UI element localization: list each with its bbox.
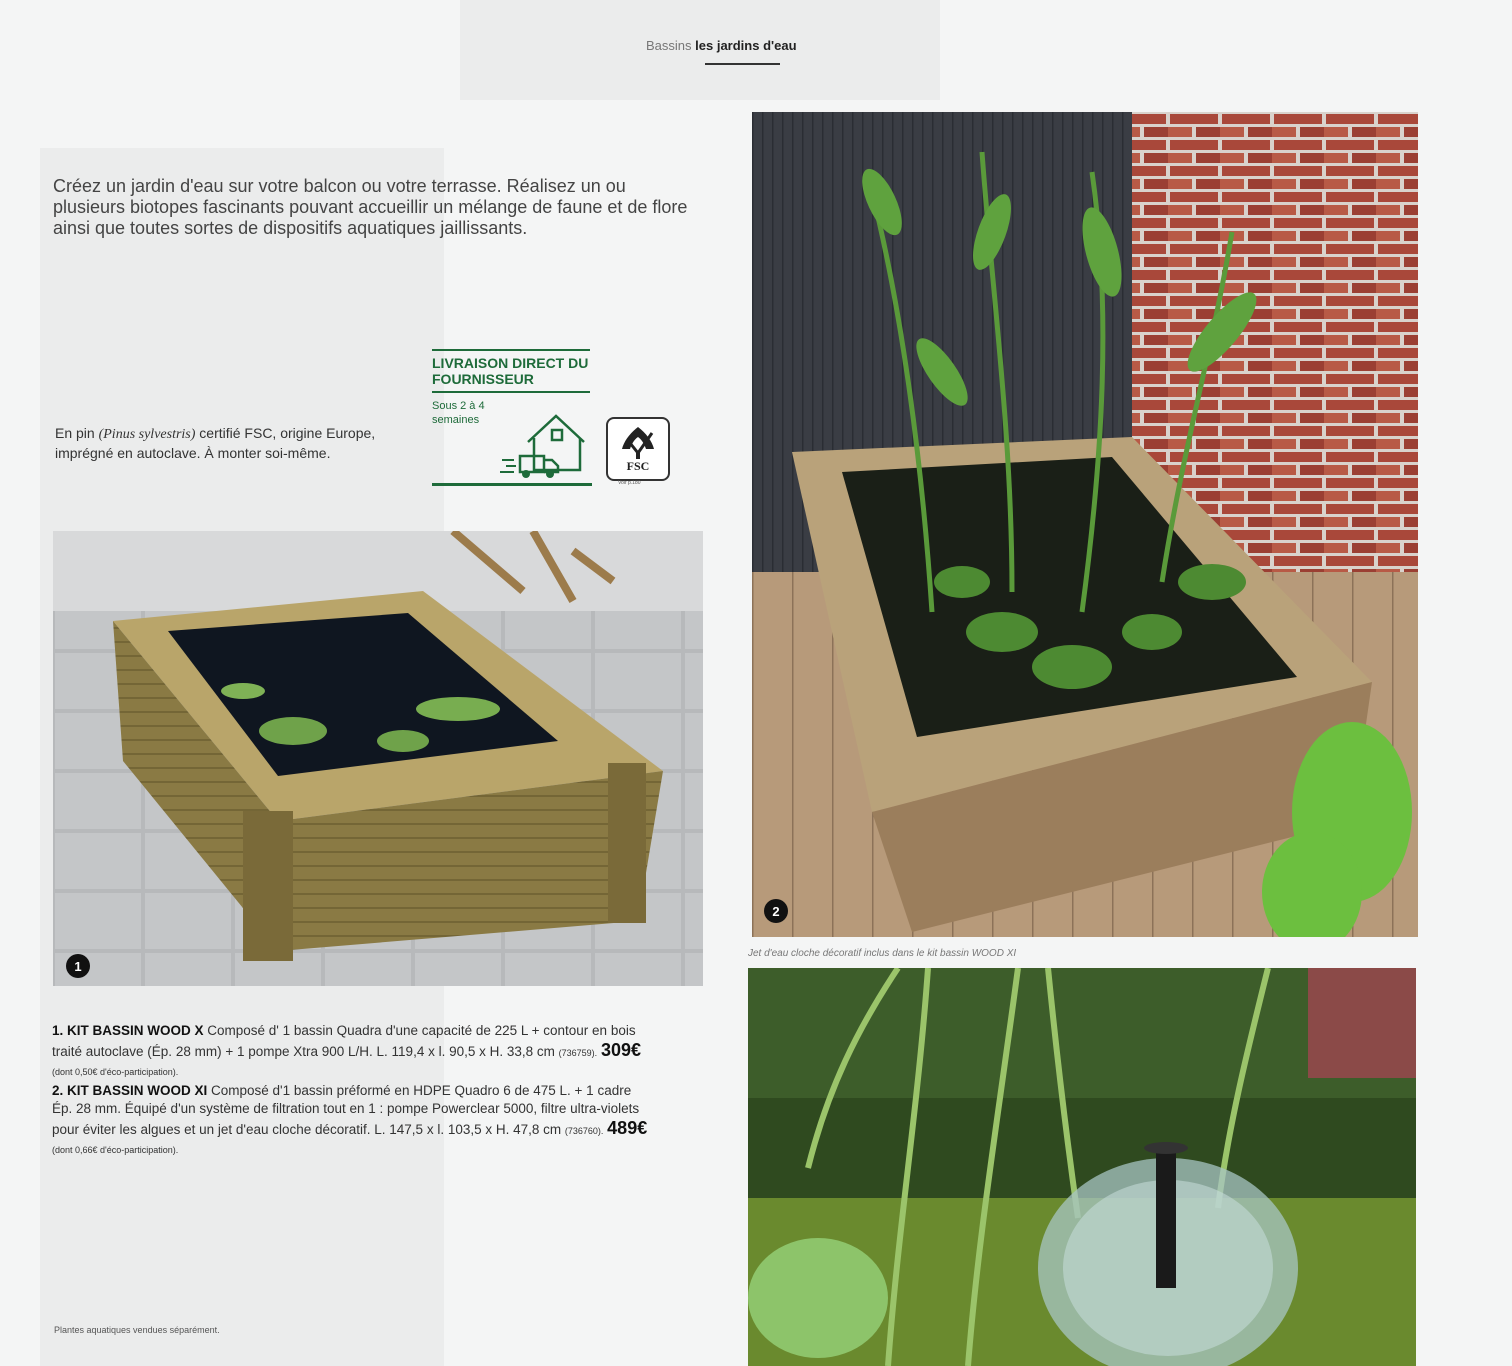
intro-text: Créez un jardin d'eau sur votre balcon ou votre terrasse. Réalisez un ou plusieurs biotopes fascinants pouvant accueillir un mélange de faune et de flore ainsi que toutes sortes de dispositifs aquatiques jaillissants. [53,176,688,238]
fsc-note: Voir p.180 [618,480,641,486]
photo-number-badge: 1 [66,954,90,978]
product-reference: (736759). [558,1047,598,1058]
product-description: Composé d'1 bassin préformé en HDPE Quadro 6 de 475 L. + 1 cadre Ép. 28 mm. Équipé d'un système de filtration tout en 1 : pompe Powerclear 5000, filtre ultra-violets pour éviter les algues et un jet d'eau cloche décoratif. L. 147,5 x l. 103,5 x H. 47,8 cm [52,1082,640,1137]
delivery-title: LIVRAISON DIRECT DU FOURNISSEUR [432,355,589,387]
section-label: Bassins [646,38,692,53]
house-truck-icon [498,404,594,484]
material-suffix: certifié FSC, origine Europe, imprégné en autoclave. À monter soi-même. [55,425,376,461]
photo-caption: Jet d'eau cloche décoratif inclus dans le kit bassin WOOD XI [748,948,1017,959]
product-title: 2. KIT BASSIN WOOD XI [52,1082,208,1098]
eco-participation: (dont 0,66€ d'éco-participation). [52,1145,179,1155]
footnote: Plantes aquatiques vendues séparément. [54,1325,220,1335]
product-item [52,1082,652,1160]
product-title: 1. KIT BASSIN WOOD X [52,1023,204,1038]
product-reference: (736760). [564,1125,604,1136]
fountain-photo [748,968,1416,1366]
product-photo-wood-xi [752,112,1418,937]
product-list [52,1022,652,1160]
section-header [646,38,797,53]
material-species: (Pinus sylvestris) [98,427,196,442]
header-underline [705,63,780,65]
product-item [52,1022,652,1082]
eco-participation: (dont 0,50€ d'éco-participation). [52,1067,179,1077]
delivery-rule [432,349,590,351]
product-photo-wood-x [53,531,703,986]
delivery-rule [432,391,590,393]
product-price: 489€ [607,1117,648,1138]
fsc-logo [606,417,670,481]
section-title: les jardins d'eau [695,38,797,53]
material-description [55,424,385,462]
fsc-label: FSC [626,459,650,473]
material-prefix: En pin [55,425,99,441]
product-price: 309€ [600,1039,641,1060]
delivery-delay: Sous 2 à 4 semaines [432,400,485,426]
product-description: Composé d' 1 bassin Quadra d'une capacité de 225 L + contour en bois traité autoclave (Ép. 28 mm) + 1 pompe Xtra 900 L/H. L. 119,4 x l. 90,5 x H. 33,8 cm [52,1023,636,1059]
delivery-rule [432,483,592,486]
photo-number-badge: 2 [764,899,788,923]
